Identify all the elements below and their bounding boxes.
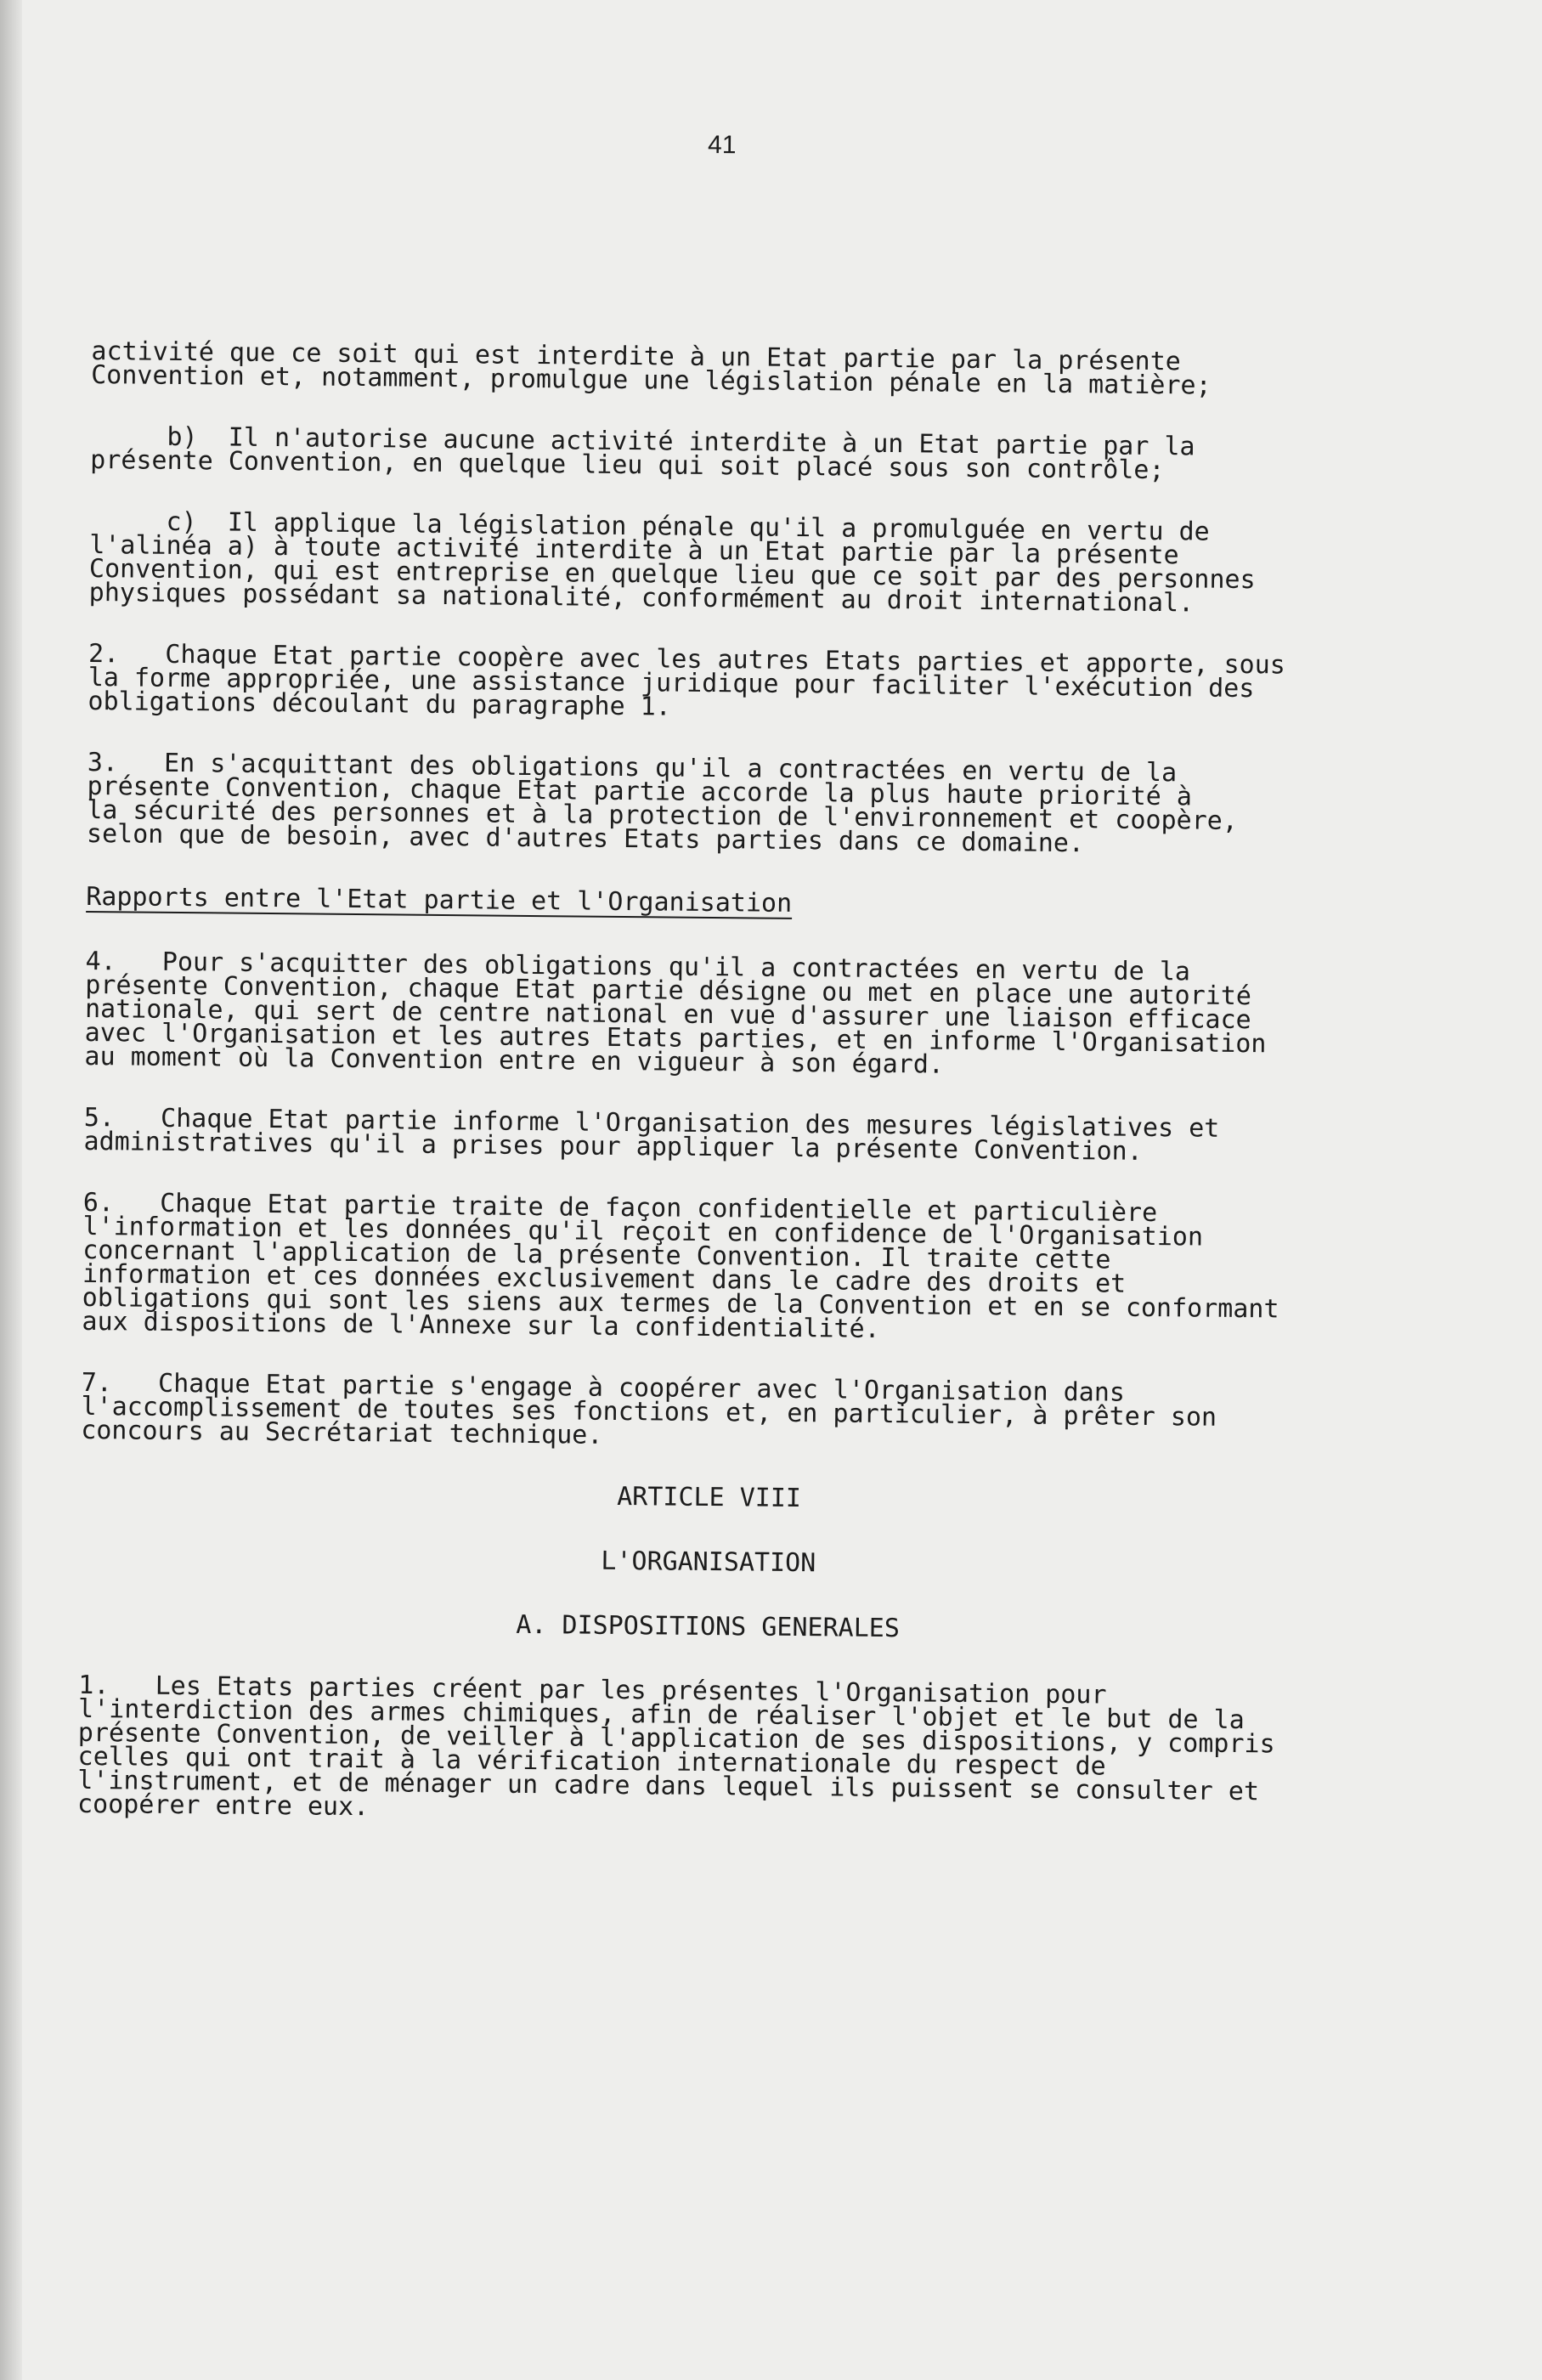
section-a-title: A. DISPOSITIONS GENERALES xyxy=(516,1609,901,1644)
page-number: 41 xyxy=(707,130,737,160)
paragraph-7: 7. Chaque Etat partie s'engage à coopérer avec l'Organisation dans l'accomplissement de toutes ses fonctions et, en particulier, à prêter son concours au Secrétariat technique. xyxy=(81,1367,1217,1450)
paragraph-1c: c) Il applique la législation pénale qu'il a promulguée en vertu de l'alinéa a) à toute activité interdite à un Etat partie par la présente Convention, qui est entreprise en quelque lieu que ce soit par des personnes physiques possédant sa nationalité, conformément au droit international. xyxy=(88,506,1256,619)
paragraph-2: 2. Chaque Etat partie coopère avec les autres Etats parties et apporte, sous la forme appropriée, une assistance juridique pour faciliter l'exécution des obligations découlant du paragraphe 1. xyxy=(88,638,1285,722)
paragraph-5: 5. Chaque Etat partie informe l'Organisation des mesures législatives et administratives qu'il a prises pour appliquer la présente Convention. xyxy=(83,1102,1220,1167)
section-heading: Rapports entre l'Etat partie et l'Organisation xyxy=(86,881,793,919)
paragraph-4: 4. Pour s'acquitter des obligations qu'il a contractées en vertu de la présente Convention, chaque Etat partie désigne ou met en place une autorité nationale, qui sert de centre national en vue d'assurer une liaison efficace avec l'Organisation et les autres Etats parties, et en informe l'Organisation au moment où la Convention entre en vigueur à son égard. xyxy=(84,946,1267,1080)
paragraph-article-8-1: 1. Les Etats parties créent par les présentes l'Organisation pour l'interdiction des armes chimiques, afin de réaliser l'objet et le but de la présente Convention, de veiller à l'application de ses dispositions, y compris celles qui ont trait à la vérification internationale du respect de l'instrument, et de ménager un cadre dans lequel ils puissent se consulter et coopérer entre eux. xyxy=(76,1670,1275,1823)
page-edge-shadow xyxy=(0,0,22,2380)
article-subtitle: L'ORGANISATION xyxy=(601,1546,816,1579)
paragraph-6: 6. Chaque Etat partie traite de façon confidentielle et particulière l'information et les données qu'il reçoit en confidence de l'Organisation concernant l'application de la présente Convention. Il traite cette information et ces données exclusivement dans le cadre des droits et obligations qui sont les siens aux termes de la Convention et en se conformant aux dispositions de l'Annexe sur la confidentialité. xyxy=(82,1187,1279,1344)
paragraph-continuation: activité que ce soit qui est interdite à un Etat partie par la présente Convention et, notamment, promulgue une législation pénale en la matière; xyxy=(91,336,1212,401)
article-title: ARTICLE VIII xyxy=(617,1481,802,1514)
page-content xyxy=(76,127,1350,1866)
paragraph-1b: b) Il n'autorise aucune activité interdite à un Etat partie par la présente Convention, en quelque lieu qui soit placé sous son contrôle; xyxy=(90,421,1195,486)
paragraph-3: 3. En s'acquittant des obligations qu'il a contractées en vertu de la présente Convention, chaque Etat partie accorde la plus haute priorité à la sécurité des personnes et à la protection de l'environnement et coopère, selon que de besoin, avec d'autres Etats parties dans ce domaine. xyxy=(86,747,1239,859)
